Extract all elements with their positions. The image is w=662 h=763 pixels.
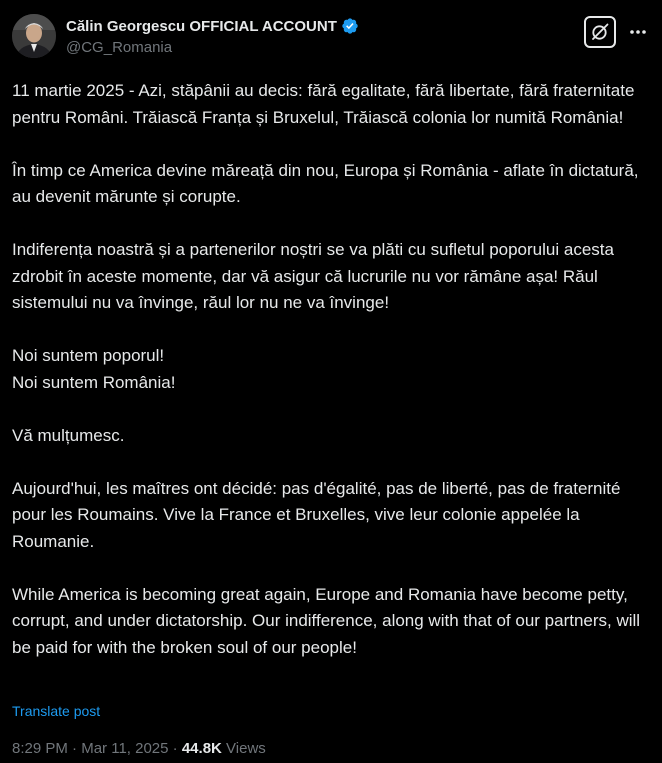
meta-separator: · xyxy=(168,740,182,757)
post-date[interactable]: Mar 11, 2025 xyxy=(81,740,169,757)
verified-badge-icon[interactable] xyxy=(341,17,359,35)
grok-button[interactable] xyxy=(584,16,616,48)
meta-separator: · xyxy=(67,740,82,757)
post-paragraph: În timp ce America devine măreață din nou, Europa și România - aflate în dictatură, au devenit mărunte și corupte. xyxy=(12,160,639,206)
views-count: 44.8K xyxy=(181,740,222,757)
more-horizontal-icon xyxy=(629,29,647,35)
author-handle[interactable]: @CG_Romania xyxy=(66,39,173,56)
grok-icon xyxy=(590,22,610,42)
post-paragraph: Indiferența noastră și a partenerilor noștri se va plăti cu sufletul poporului acesta zdrobit în aceste momente, dar vă asigur că lucrurile nu vor rămâne așa! Răul sistemului nu va învinge, răul lor nu ne va învinge! xyxy=(12,240,614,312)
more-options-button[interactable] xyxy=(626,22,650,42)
post-paragraph: Vă mulțumesc. xyxy=(12,425,125,445)
post-paragraph: Aujourd'hui, les maîtres ont décidé: pas d'égalité, pas de liberté, pas de fraternité pour les Roumains. Vive la France et Bruxelles, vive leur colonie appelée la Roumanie. xyxy=(12,478,621,551)
display-name[interactable]: Călin Georgescu OFFICIAL ACCOUNT xyxy=(66,17,337,35)
avatar-photo xyxy=(12,14,56,58)
post-paragraph: 11 martie 2025 - Azi, stăpânii au decis: fără egalitate, fără libertate, fără fraternitate pentru Români. Trăiască Franța și Bruxelul, Trăiască colonia lor numită România! xyxy=(12,81,635,127)
translate-post-link[interactable]: Translate post xyxy=(12,703,101,719)
post-paragraph: Noi suntem poporul! Noi suntem România! xyxy=(12,346,176,392)
post-text xyxy=(12,78,652,661)
post-paragraph: While America is becoming great again, Europe and Romania have become petty, corrupt, and under dictatorship. Our indifference, along with that of our partners, will be paid for with the broken soul of our people! xyxy=(12,584,641,657)
avatar[interactable] xyxy=(12,14,56,58)
post-header xyxy=(12,14,650,62)
author-names xyxy=(66,16,359,56)
post-metadata xyxy=(12,740,266,757)
post-time[interactable]: 8:29 PM xyxy=(12,740,68,757)
display-name-row xyxy=(66,16,359,36)
views-label: Views xyxy=(226,740,266,757)
